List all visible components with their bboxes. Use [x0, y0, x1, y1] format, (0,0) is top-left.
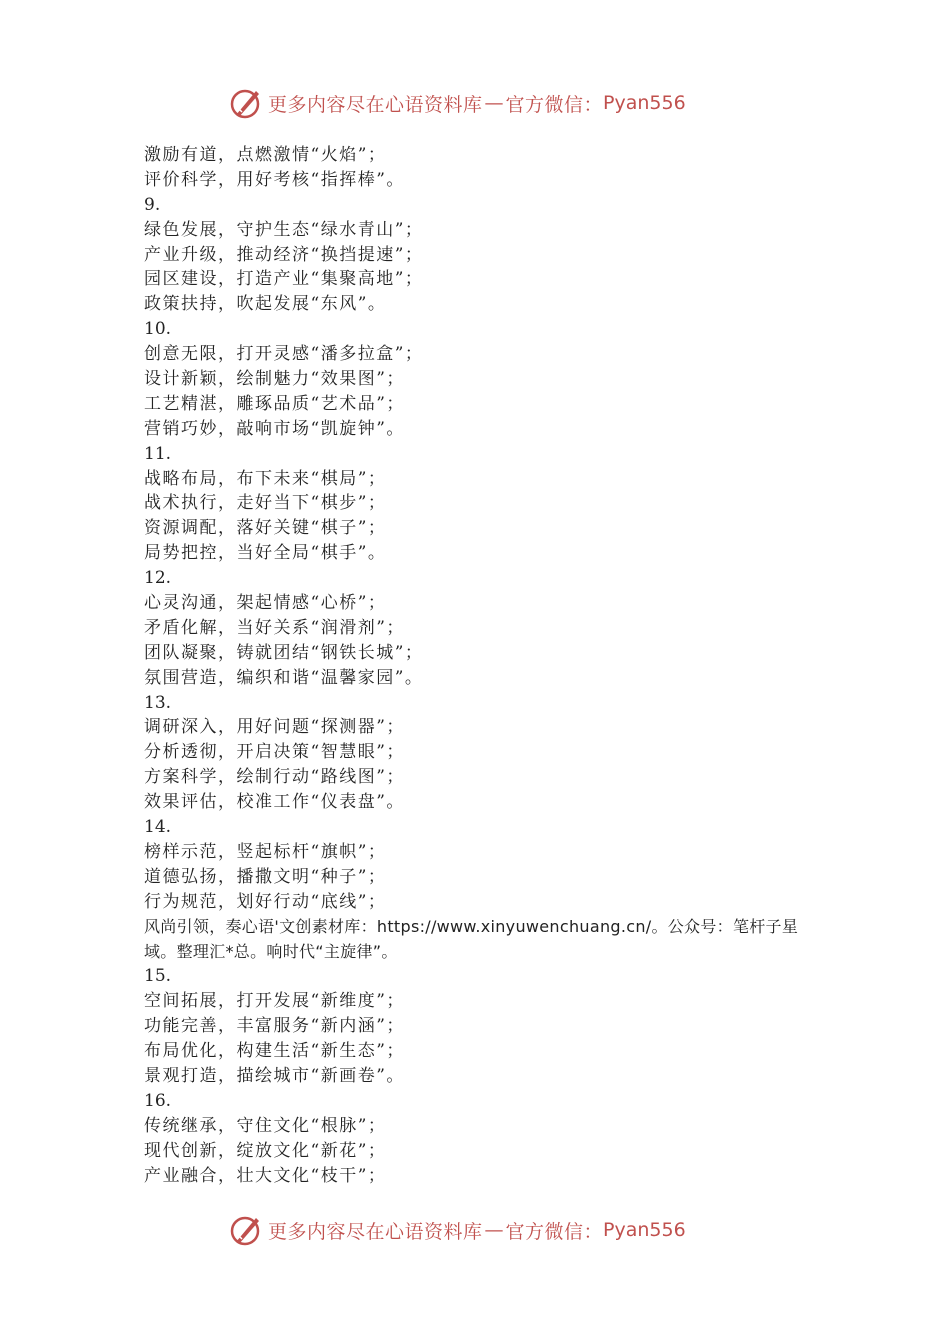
section-number: 15.: [144, 966, 172, 987]
text-line: 工艺精湛，雕琢品质“艺术品”；: [144, 393, 405, 414]
text-line: 绿色发展，守护生态“绿水青山”；: [144, 219, 424, 240]
text-line: 功能完善，丰富服务“新内涵”；: [144, 1016, 405, 1037]
text-line: 创意无限，打开灵感“潘多拉盒”；: [144, 344, 424, 365]
text-line: 政策扶持，吹起发展“东风”。: [144, 294, 387, 315]
text-line: 营销巧妙，敲响市场“凯旋钟”。: [144, 418, 405, 439]
text-line: 园区建设，打造产业“集聚高地”；: [144, 269, 424, 290]
text-line: 氛围营造，编织和谐“温馨家园”。: [144, 667, 424, 688]
text-line: 现代创新，绽放文化“新花”；: [144, 1140, 387, 1161]
text-line: 效果评估，校准工作“仪表盘”。: [144, 792, 405, 813]
text-line: 传统继承，守住文化“根脉”；: [144, 1115, 387, 1136]
section-number: 16.: [144, 1090, 172, 1111]
text-line: 激励有道，点燃激情“火焰”；: [144, 145, 387, 165]
text-line: 调研深入，用好问题“探测器”；: [144, 717, 405, 738]
text-line: 道德弘扬，播撒文明“种子”；: [144, 866, 387, 887]
section-number: 10.: [144, 319, 172, 340]
header-banner-text: 更多内容尽在心语资料库: [268, 93, 483, 116]
document-body: [144, 143, 824, 1188]
text-line: 局势把控，当好全局“棋手”。: [144, 543, 387, 564]
footer-banner: [228, 1208, 748, 1252]
text-line: 设计新颖，绘制魅力“效果图”；: [144, 369, 405, 390]
source-notice: 风尚引领，奏心语'文创素材库：https://www.xinyuwenchuang.cn/。公众号：笔杆子星域。整理汇*总。响时代“主旋律”。: [144, 916, 799, 961]
footer-banner-suffix: 官方微信：: [505, 1220, 604, 1243]
section-number: 14.: [144, 817, 172, 838]
text-line: 空间拓展，打开发展“新维度”；: [144, 991, 405, 1012]
text-line: 榜样示范，竖起标杆“旗帜”；: [144, 841, 387, 862]
header-banner-id: Pyan556: [603, 92, 686, 114]
pen-logo-icon: [228, 1212, 264, 1248]
footer-banner-text: 更多内容尽在心语资料库: [268, 1220, 483, 1243]
section-number: 11.: [144, 443, 172, 464]
section-number: 13.: [144, 692, 172, 713]
header-banner: [228, 81, 748, 125]
text-line: 战术执行，走好当下“棋步”；: [144, 493, 387, 514]
pen-logo-icon: [228, 85, 264, 121]
text-line: 产业升级，推动经济“换挡提速”；: [144, 244, 424, 265]
text-line: 团队凝聚，铸就团结“钢铁长城”；: [144, 642, 424, 663]
header-banner-separator: —: [484, 92, 504, 114]
text-line: 资源调配，落好关键“棋子”；: [144, 518, 387, 539]
text-line: 评价科学，用好考核“指挥棒”。: [144, 169, 405, 190]
text-line: 产业融合，壮大文化“枝干”；: [144, 1165, 387, 1186]
header-banner-suffix: 官方微信：: [505, 93, 604, 116]
section-number: 12.: [144, 568, 172, 589]
footer-banner-id: Pyan556: [603, 1219, 686, 1241]
text-line: 景观打造，描绘城市“新画卷”。: [144, 1065, 405, 1086]
text-line: 方案科学，绘制行动“路线图”；: [144, 767, 405, 788]
text-line: 行为规范，划好行动“底线”；: [144, 891, 387, 912]
text-line: 布局优化，构建生活“新生态”；: [144, 1041, 405, 1062]
text-line: 分析透彻，开启决策“智慧眼”；: [144, 742, 405, 763]
text-line: 矛盾化解，当好关系“润滑剂”；: [144, 617, 405, 638]
text-line: 战略布局，布下未来“棋局”；: [144, 468, 387, 489]
section-number: 9.: [144, 194, 161, 215]
footer-banner-separator: —: [484, 1219, 504, 1241]
text-line: 心灵沟通，架起情感“心桥”；: [144, 593, 387, 614]
